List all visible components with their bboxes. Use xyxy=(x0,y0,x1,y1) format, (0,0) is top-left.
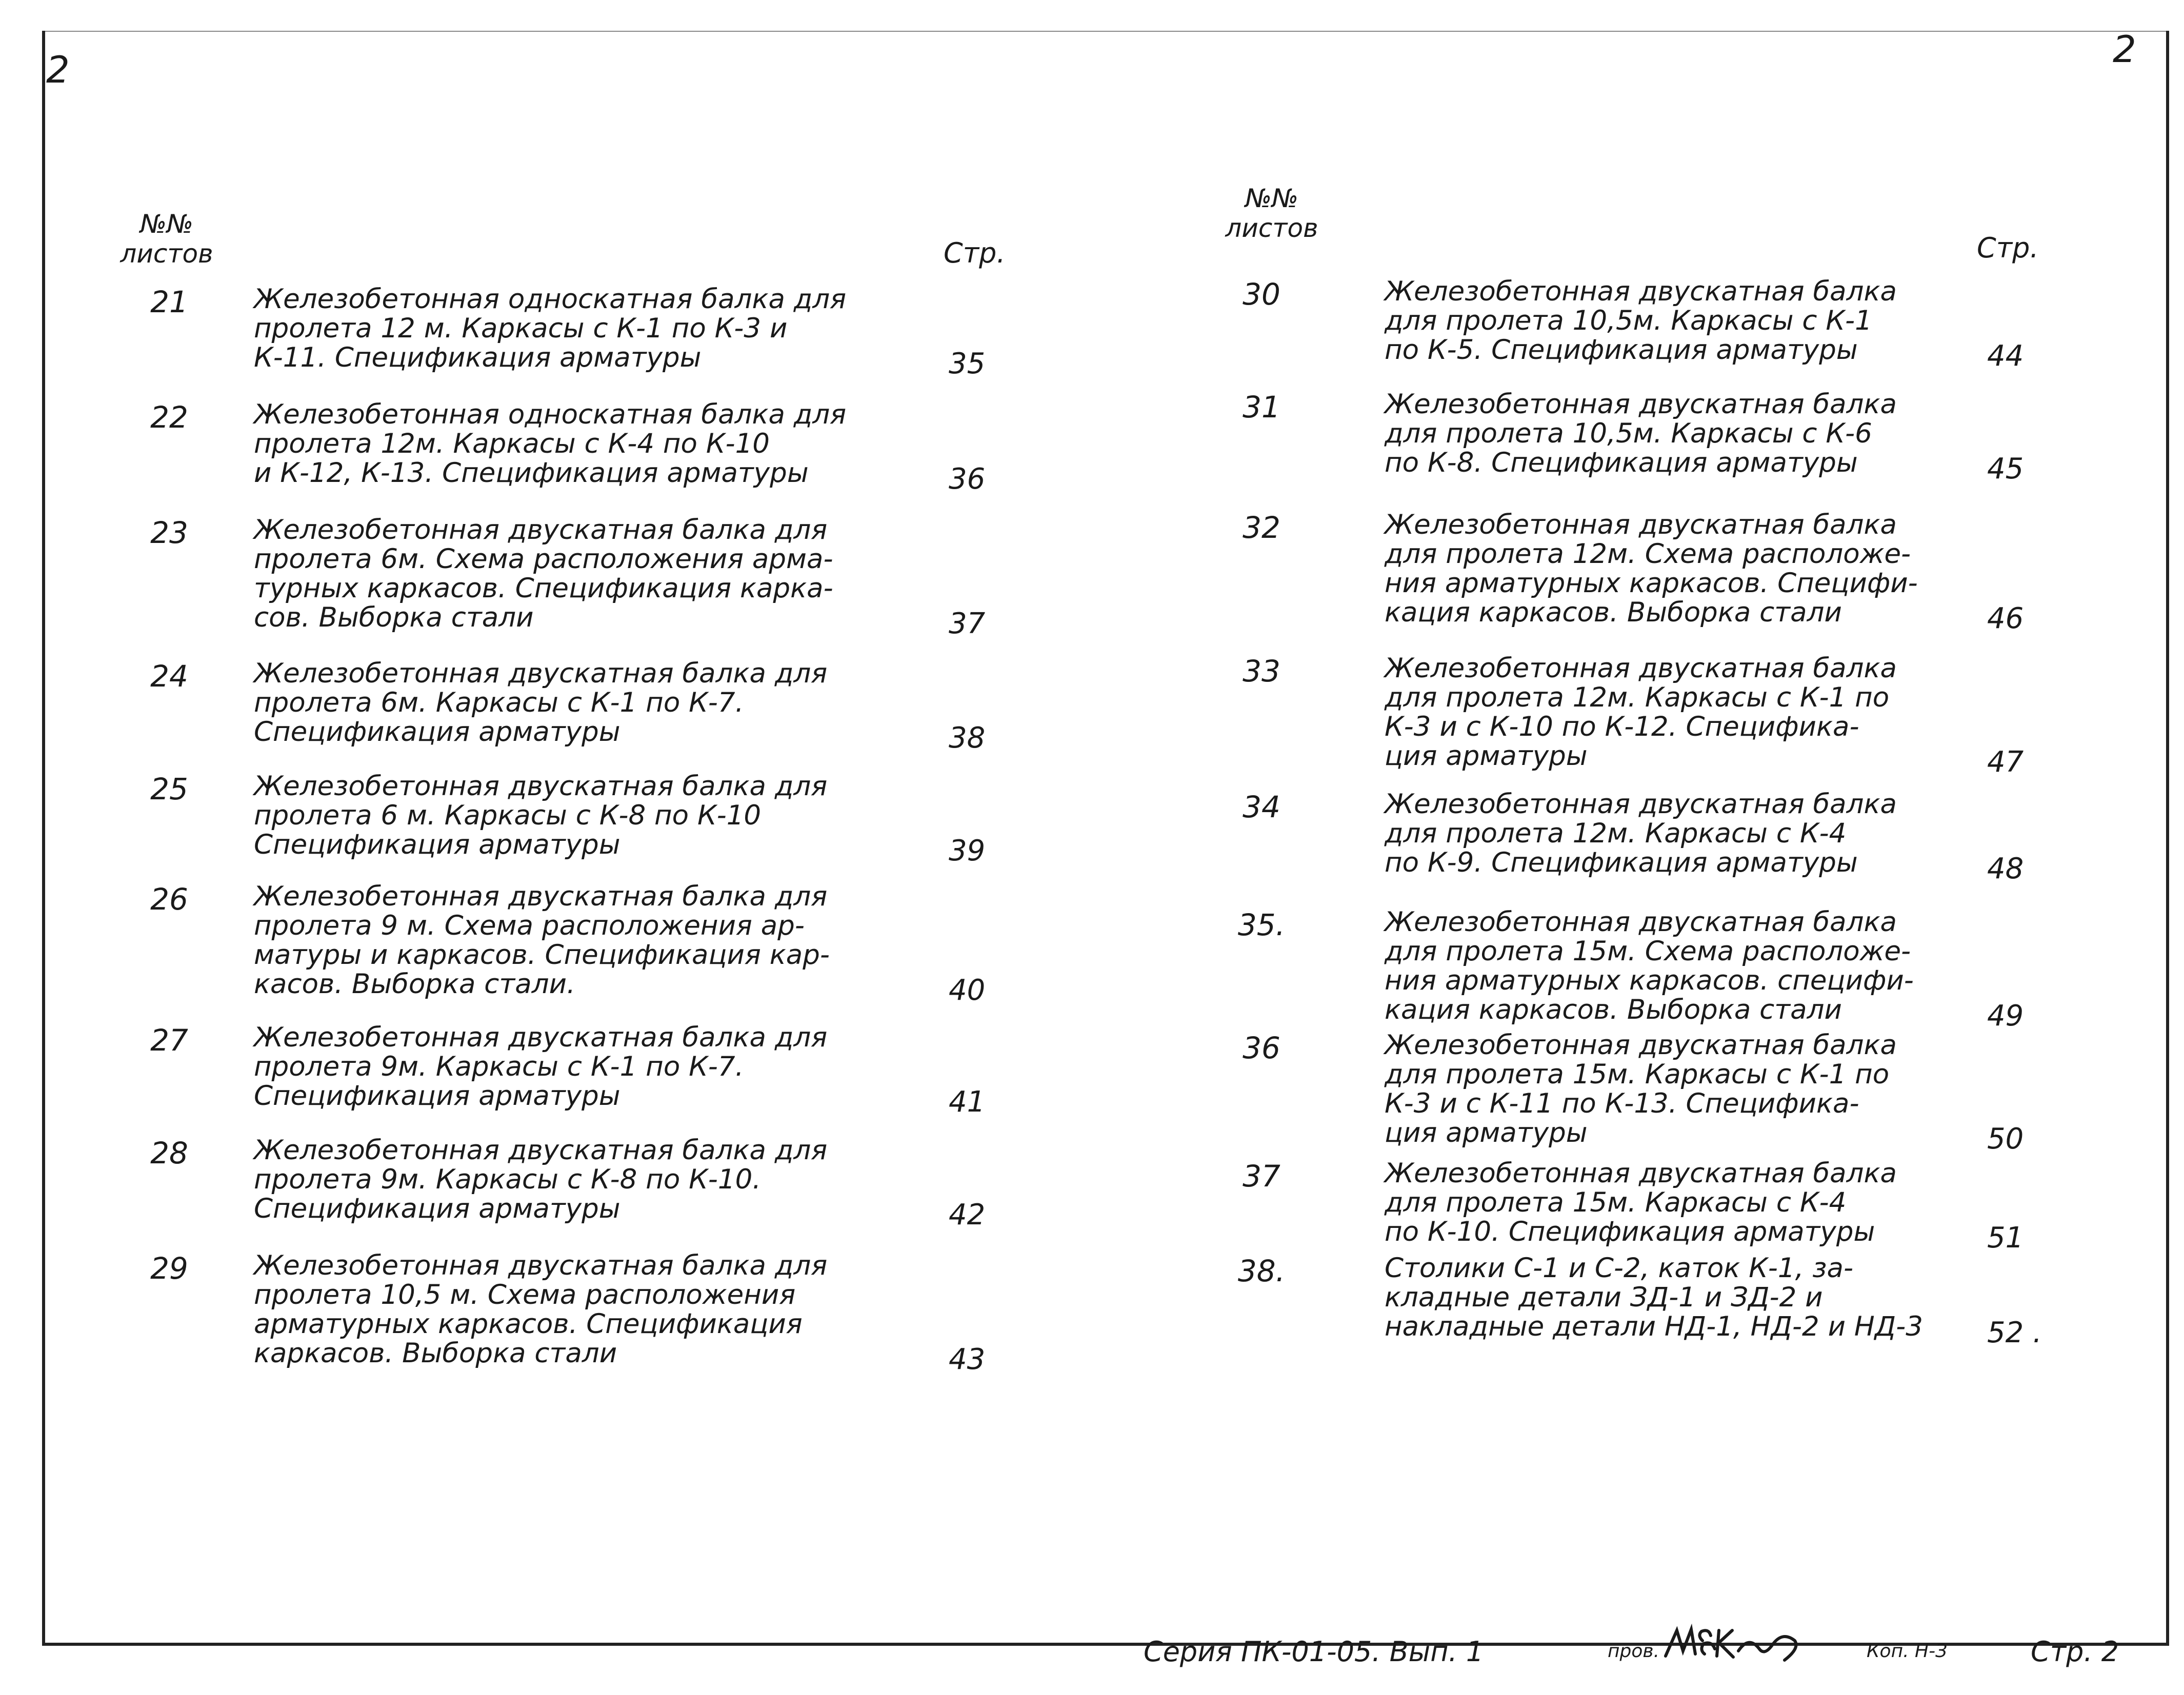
sheet-number: 21 xyxy=(150,285,188,319)
copy-label: Коп. Н-З xyxy=(1867,1641,1948,1662)
contents-entry xyxy=(138,285,1010,418)
sheet-title: Столики С-1 и С-2, каток К-1, за- кладные детали ЗД-1 и ЗД-2 и накладные детали НД-1, НД-2 и НД-3 xyxy=(1385,1253,1923,1342)
sheet-number: 24 xyxy=(150,659,188,694)
sheet-number: 34 xyxy=(1243,790,1280,824)
page-number: 45 xyxy=(1987,452,2024,486)
sheet-number: 28 xyxy=(150,1136,188,1171)
sheet-title: Железобетонная двускатная балка для пролета 9м. Каркасы с К-1 по К-7. Спецификация арматуры xyxy=(254,1022,828,1112)
page-number: 40 xyxy=(949,974,986,1007)
page-number: 44 xyxy=(1987,339,2024,373)
page-number: 43 xyxy=(949,1343,986,1376)
sheet-title: Железобетонная двускатная балка для пролета 10,5м. Каркасы с К-6 по К-8. Спецификация арматуры xyxy=(1385,389,1897,478)
page-number: 50 xyxy=(1987,1122,2024,1156)
sheet-title: Железобетонная двускатная балка для пролета 15м. Каркасы с К-4 по К-10. Спецификация арматуры xyxy=(1385,1158,1897,1247)
contents-entry xyxy=(1226,1031,2087,1164)
page-number: 36 xyxy=(949,462,986,496)
checked-label: пров. xyxy=(1608,1641,1660,1662)
sheet-number: 25 xyxy=(150,772,188,806)
contents-entry xyxy=(1226,654,2087,787)
page-number: 35 xyxy=(949,347,986,380)
sheet-title: Железобетонная двускатная балка для пролета 6м. Схема расположения арма- турных каркасов. Спецификация карка- сов. Выборка стали xyxy=(254,514,833,633)
corner-number-left: 2 xyxy=(46,48,70,91)
contents-entry xyxy=(1226,907,2087,1041)
page-number: 39 xyxy=(949,834,986,867)
sheet-number: 23 xyxy=(150,515,188,550)
contents-entry xyxy=(1226,1254,2087,1387)
contents-entry xyxy=(138,882,1010,1015)
right-sheet-no-header: №№ листов xyxy=(1225,184,1318,243)
page-number: 49 xyxy=(1987,999,2024,1033)
sheet-number: 22 xyxy=(150,400,188,435)
page-number: 51 xyxy=(1987,1221,2024,1255)
sheet-number: 29 xyxy=(150,1251,188,1286)
contents-entry xyxy=(138,1136,1010,1269)
right-page-header: Стр. xyxy=(1977,232,2039,264)
contents-entry xyxy=(138,400,1010,533)
contents-entry xyxy=(1226,790,2087,923)
sheet-title: Железобетонная односкатная балка для пролета 12 м. Каркасы с К-1 по К-3 и К-11. Спецификация арматуры xyxy=(254,284,847,373)
contents-entry xyxy=(138,515,1010,649)
corner-number-right: 2 xyxy=(2113,28,2136,71)
contents-entry xyxy=(1226,510,2087,643)
left-sheet-no-header: №№ листов xyxy=(120,209,213,269)
sheet-number: 26 xyxy=(150,882,188,917)
series-label: Серия ПК-01-05. Вып. 1 xyxy=(1144,1636,1484,1668)
sheet-number: 30 xyxy=(1243,277,1280,312)
sheet-title: Железобетонная двускатная балка для пролета 6м. Каркасы с К-1 по К-7. Спецификация арматуры xyxy=(254,658,828,748)
sheet-title: Железобетонная двускатная балка для пролета 10,5 м. Схема расположения арматурных каркасов. Спецификация каркасов. Выборка стали xyxy=(254,1250,828,1369)
page-number: 48 xyxy=(1987,852,2024,885)
page-number: 42 xyxy=(949,1198,986,1232)
contents-entry xyxy=(138,1251,1010,1384)
sheet-title: Железобетонная двускатная балка для пролета 9м. Каркасы с К-8 по К-10. Спецификация арматуры xyxy=(254,1135,828,1224)
sheet-number: 35. xyxy=(1237,907,1286,942)
signature-image xyxy=(1661,1620,1805,1666)
sheet-title: Железобетонная двускатная балка для пролета 6 м. Каркасы с К-8 по К-10 Спецификация арматуры xyxy=(254,771,828,860)
sheet-title: Железобетонная двускатная балка для пролета 9 м. Схема расположения ар- матуры и каркасов. Спецификация кар- касов. Выборка стали. xyxy=(254,881,830,1000)
page-number: 52 . xyxy=(1987,1316,2042,1349)
sheet-number: 33 xyxy=(1243,654,1280,689)
sheet-number: 27 xyxy=(150,1023,188,1058)
sheet-number: 37 xyxy=(1243,1159,1280,1194)
sheet-title: Железобетонная односкатная балка для пролета 12м. Каркасы с К-4 по К-10 и К-12, К-13. Спецификация арматуры xyxy=(254,399,847,489)
sheet-title: Железобетонная двускатная балка для пролета 12м. Каркасы с К-4 по К-9. Спецификация арматуры xyxy=(1385,789,1897,878)
sheet-number: 32 xyxy=(1243,510,1280,545)
page-number: 41 xyxy=(949,1085,986,1119)
sheet-title: Железобетонная двускатная балка для пролета 12м. Схема расположе- ния арматурных каркасов. Специфи- кация каркасов. Выборка стали xyxy=(1385,509,1918,628)
page-number: 37 xyxy=(949,607,986,640)
sheet-title: Железобетонная двускатная балка для пролета 15м. Схема расположе- ния арматурных каркасов. специфи- кация каркасов. Выборка стали xyxy=(1385,906,1914,1025)
page-number: 46 xyxy=(1987,602,2024,635)
sheet-number: 36 xyxy=(1243,1031,1280,1065)
sheet-title: Железобетонная двускатная балка для пролета 10,5м. Каркасы с К-1 по К-5. Спецификация арматуры xyxy=(1385,276,1897,366)
page-number: 47 xyxy=(1987,745,2024,779)
sheet-number: 31 xyxy=(1243,390,1280,425)
sheet-title: Железобетонная двускатная балка для пролета 15м. Каркасы с К-1 по К-3 и с К-11 по К-13. Специфика- ция арматуры xyxy=(1385,1030,1897,1148)
sheet-title: Железобетонная двускатная балка для пролета 12м. Каркасы с К-1 по К-3 и с К-10 по К-12. Специфика- ция арматуры xyxy=(1385,653,1897,772)
left-page-header: Стр. xyxy=(944,237,1006,269)
contents-entry xyxy=(1226,390,2087,523)
sheet-number: 38. xyxy=(1237,1254,1286,1288)
page-number: 38 xyxy=(949,721,986,755)
page-label: Стр. 2 xyxy=(2031,1636,2119,1668)
